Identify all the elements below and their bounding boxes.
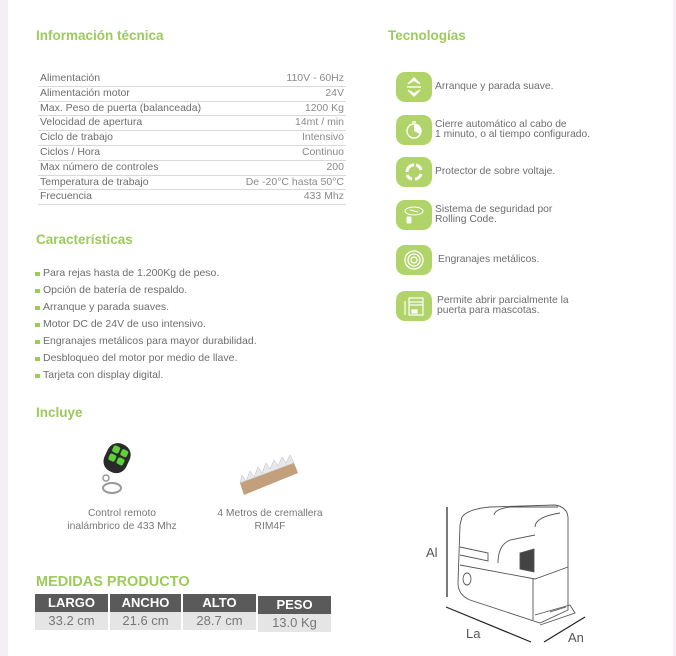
spec-table bbox=[38, 72, 346, 205]
spec-row bbox=[38, 161, 346, 176]
tech-text bbox=[435, 82, 554, 93]
tech-item bbox=[396, 157, 555, 187]
feature-text: Arranque y parada suaves. bbox=[43, 301, 170, 313]
tecnica-title: Información técnica bbox=[36, 28, 164, 43]
tech-line1: Cierre automático al cabo de bbox=[435, 118, 567, 130]
measure-value: 33.2 cm bbox=[35, 612, 108, 630]
spec-value: 433 Mhz bbox=[303, 190, 344, 203]
measure-header: PESO bbox=[258, 596, 331, 614]
rolling-code-icon bbox=[396, 200, 432, 230]
spec-value: Intensivo bbox=[301, 131, 344, 144]
dimensions-diagram bbox=[410, 495, 670, 656]
spec-value: Continuo bbox=[301, 145, 344, 158]
measurements-table bbox=[35, 594, 331, 632]
stopwatch-icon bbox=[396, 115, 432, 145]
left-margin-strip bbox=[0, 0, 8, 656]
tech-text bbox=[435, 167, 555, 178]
spec-value: 200 bbox=[326, 160, 344, 173]
spec-label: Max. Peso de puerta (balanceada) bbox=[40, 101, 202, 114]
tech-line1: Permite abrir parcialmente la bbox=[437, 294, 569, 306]
spec-row bbox=[38, 190, 346, 205]
spec-value: 24V bbox=[325, 86, 344, 99]
measure-column bbox=[35, 594, 108, 632]
measure-value: 13.0 Kg bbox=[258, 614, 331, 632]
length-label: La bbox=[466, 626, 481, 641]
spec-label: Max número de controles bbox=[40, 160, 159, 173]
spec-row bbox=[38, 176, 346, 191]
measure-header: ANCHO bbox=[110, 594, 181, 612]
voltage-protector-icon bbox=[396, 157, 432, 187]
tech-line1: Arranque y parada suave. bbox=[435, 80, 554, 92]
tech-text bbox=[435, 120, 590, 141]
list-item bbox=[35, 333, 257, 350]
spec-row bbox=[38, 72, 346, 87]
included-line1: 4 Metros de cremallera bbox=[217, 508, 323, 519]
bullet-icon bbox=[35, 306, 40, 310]
spec-label: Alimentación motor bbox=[40, 86, 130, 99]
spec-value: 1200 Kg bbox=[304, 101, 344, 114]
spec-label: Alimentación bbox=[40, 72, 101, 84]
height-label: Al bbox=[426, 545, 438, 560]
pet-door-icon bbox=[396, 291, 432, 321]
tech-item bbox=[396, 245, 539, 275]
spec-row bbox=[38, 87, 346, 102]
tech-text bbox=[438, 255, 539, 266]
feature-text: Engranajes metálicos para mayor durabilidad. bbox=[43, 335, 257, 347]
soft-start-stop-icon bbox=[396, 72, 432, 102]
bullet-icon bbox=[35, 323, 40, 327]
tech-line2: Rolling Code. bbox=[435, 214, 497, 225]
tech-line1: Engranajes metálicos. bbox=[438, 253, 540, 265]
spec-row bbox=[38, 102, 346, 117]
spec-label: Ciclos / Hora bbox=[40, 145, 101, 158]
tech-text bbox=[435, 205, 552, 226]
included-line2: RIM4F bbox=[254, 521, 286, 532]
measure-column bbox=[258, 596, 331, 632]
list-item bbox=[35, 299, 257, 316]
medidas-title: MEDIDAS PRODUCTO bbox=[36, 574, 190, 590]
measure-value: 21.6 cm bbox=[110, 612, 181, 630]
measure-column bbox=[183, 594, 256, 632]
spec-label: Velocidad de apertura bbox=[40, 116, 143, 129]
tech-text bbox=[437, 296, 569, 317]
measure-column bbox=[110, 594, 181, 632]
list-item bbox=[35, 367, 257, 384]
included-line2: inalámbrico de 433 Mhz bbox=[67, 521, 177, 532]
feature-text: Opción de batería de respaldo. bbox=[43, 284, 188, 296]
tech-line2: 1 minuto, o al tiempo configurado. bbox=[435, 129, 591, 140]
spec-label: Temperatura de trabajo bbox=[40, 175, 149, 188]
remote-control-icon bbox=[96, 440, 132, 501]
width-label: An bbox=[568, 630, 584, 645]
list-item bbox=[35, 282, 257, 299]
metal-gears-icon bbox=[396, 245, 432, 275]
included-item-rack bbox=[200, 507, 340, 533]
spec-label: Ciclo de trabajo bbox=[40, 131, 113, 144]
tech-item bbox=[396, 72, 554, 102]
feature-text: Motor DC de 24V de uso intensivo. bbox=[43, 318, 206, 330]
bullet-icon bbox=[35, 272, 40, 276]
spec-label: Frecuencia bbox=[40, 190, 92, 203]
measure-value: 28.7 cm bbox=[183, 612, 256, 630]
feature-text: Tarjeta con display digital. bbox=[43, 369, 164, 381]
tech-line1: Protector de sobre voltaje. bbox=[435, 165, 556, 177]
spec-value: 14mt / min bbox=[294, 116, 344, 129]
list-item bbox=[35, 350, 257, 367]
bullet-icon bbox=[35, 289, 40, 293]
included-item-remote bbox=[52, 507, 192, 533]
spec-row bbox=[38, 146, 346, 161]
measure-header: ALTO bbox=[183, 594, 256, 612]
spec-value: De -20°C hasta 50°C bbox=[245, 175, 344, 188]
list-item bbox=[35, 316, 257, 333]
spec-row bbox=[38, 131, 346, 146]
included-line1: Control remoto bbox=[87, 508, 157, 519]
tech-item bbox=[396, 200, 552, 230]
list-item bbox=[35, 265, 257, 282]
bullet-icon bbox=[35, 374, 40, 378]
tecnologias-title: Tecnologías bbox=[388, 28, 466, 43]
caracteristicas-title: Características bbox=[36, 232, 133, 247]
feature-text: Para rejas hasta de 1.200Kg de peso. bbox=[43, 267, 220, 279]
spec-value: 110V - 60Hz bbox=[286, 72, 344, 84]
incluye-title: Incluye bbox=[36, 405, 83, 420]
gear-rack-icon bbox=[238, 455, 300, 502]
tech-item bbox=[396, 291, 569, 321]
features-list bbox=[35, 265, 257, 384]
spec-row bbox=[38, 116, 346, 131]
tech-line1: Sistema de seguridad por bbox=[435, 203, 553, 215]
measure-header: LARGO bbox=[35, 594, 108, 612]
feature-text: Desbloqueo del motor por medio de llave. bbox=[43, 352, 238, 364]
tech-line2: puerta para mascotas. bbox=[437, 305, 540, 316]
bullet-icon bbox=[35, 357, 40, 361]
tech-item bbox=[396, 115, 590, 145]
bullet-icon bbox=[35, 340, 40, 344]
